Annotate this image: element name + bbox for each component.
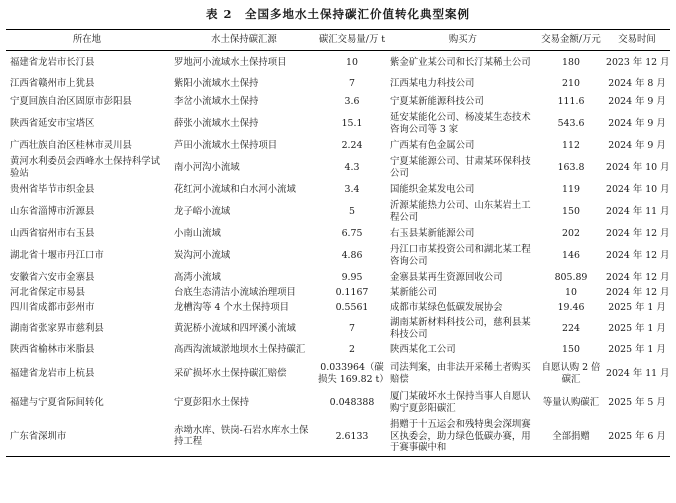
table-row [6, 269, 670, 287]
cell-location: 河北省保定市易县 [10, 286, 86, 298]
cell-source: 芦田小流域水土保持项目 [174, 139, 278, 151]
table-row [6, 111, 670, 137]
cell-buyer: 湖南某新材料科技公司，慈利县某科技公司 [390, 317, 531, 340]
table-row [6, 299, 670, 317]
cell-volume: 0.5561 [335, 301, 369, 313]
cell-amount: 163.8 [557, 161, 585, 173]
cell-volume: 2.6133 [316, 417, 388, 457]
cell-amount: 150 [562, 343, 580, 355]
cell-buyer: 延安某能化公司、杨凌某生态技术咨询公司等 3 家 [390, 112, 531, 135]
cell-amount: 224 [562, 322, 580, 334]
cell-volume: 4.3 [344, 161, 360, 173]
cell-amount: 210 [562, 77, 580, 89]
cell-source: 花红河小流域和白水河小流域 [174, 183, 296, 195]
cell-amount: 150 [562, 205, 580, 217]
cell-amount: 805.89 [554, 271, 588, 283]
cell-location: 贵州省毕节市织金县 [10, 183, 95, 195]
cell-location: 湖北省十堰市丹江口市 [10, 249, 104, 261]
cell-source: 赤坳水库、铁岗-石岩水库水土保持工程 [166, 417, 316, 457]
cell-source: 南小河沟小流域 [174, 161, 240, 173]
cell-time: 2024 年 12 月 [606, 227, 670, 239]
cell-time: 2024 年 9 月 [608, 95, 666, 107]
cell-volume: 2 [349, 343, 355, 355]
table-row [6, 155, 670, 181]
header-time: 交易时间 [604, 30, 670, 51]
cell-volume: 5 [349, 205, 355, 217]
table-row [6, 93, 670, 111]
cell-time: 2024 年 9 月 [608, 139, 666, 151]
cell-time: 2025 年 5 月 [608, 396, 666, 408]
cell-source: 宁夏彭阳水土保持 [174, 396, 250, 408]
header-location: 所在地 [6, 30, 166, 51]
cell-time: 2024 年 10 月 [606, 183, 670, 195]
cell-source: 龙子峪小流域 [174, 205, 231, 217]
cell-volume: 0.048388 [329, 396, 375, 408]
cell-source: 黄泥桥小流域和四坪溪小流域 [174, 322, 296, 334]
cell-buyer: 宁夏某新能源科技公司 [390, 95, 484, 107]
cell-location: 福建省龙岩市上杭县 [10, 367, 95, 379]
table-title: 表 2 全国多地水土保持碳汇价值转化典型案例 [205, 7, 470, 21]
cell-location: 黄河水利委员会西峰水土保持科学试验站 [10, 156, 161, 179]
cell-time: 2024 年 12 月 [606, 249, 670, 261]
cell-time: 2024 年 12 月 [606, 271, 670, 283]
cell-buyer: 成都市某绿色低碳发展协会 [390, 301, 503, 313]
table-row [6, 137, 670, 155]
cell-time: 2023 年 12 月 [606, 57, 670, 68]
cell-buyer: 丹江口市某投资公司和湖北某工程咨询公司 [390, 244, 531, 267]
cell-source: 高湾小流域 [174, 271, 221, 283]
cell-time: 2025 年 6 月 [604, 417, 670, 457]
cell-location: 福建与宁夏省际间转化 [10, 396, 104, 408]
header-row [6, 30, 670, 51]
cell-volume: 7 [349, 77, 355, 89]
cell-time: 2024 年 11 月 [606, 205, 670, 217]
cell-source: 李岔小流域水土保持 [174, 95, 259, 107]
cell-volume: 9.95 [341, 271, 363, 283]
header-amount: 交易金额/万元 [538, 30, 604, 51]
cell-location: 山西省宿州市右玉县 [10, 227, 95, 239]
cell-amount: 111.6 [557, 95, 585, 107]
cell-buyer: 沂源某能热力公司、山东某岩土工程公司 [390, 200, 531, 223]
header-source: 水土保持碳汇源 [166, 30, 316, 51]
cell-time: 2024 年 12 月 [606, 286, 670, 298]
cell-amount: 146 [562, 249, 580, 261]
cell-time: 2024 年 9 月 [608, 117, 666, 129]
cell-source: 紫阳小流域水土保持 [174, 77, 259, 89]
cell-volume: 15.1 [341, 117, 363, 129]
cell-location: 四川省成都市彭州市 [10, 301, 95, 313]
cell-buyer: 陕西某化工公司 [390, 343, 456, 355]
cell-location: 广东省深圳市 [6, 417, 166, 457]
cell-time: 2024 年 11 月 [606, 367, 670, 379]
cell-location: 江西省赣州市上犹县 [10, 77, 95, 89]
cell-amount: 19.46 [557, 301, 585, 313]
cell-time: 2025 年 1 月 [608, 301, 666, 313]
cell-buyer: 厦门某破坏水土保持当事人自愿认购宁夏彭阳碳汇 [390, 391, 531, 414]
cell-location: 陕西省延安市宝塔区 [10, 117, 95, 129]
cell-volume: 3.6 [344, 95, 360, 107]
cell-source: 小南山流域 [174, 227, 221, 239]
header-buyer: 购买方 [388, 30, 538, 51]
cell-source: 薛张小流域水土保持 [174, 117, 259, 129]
cell-buyer: 紫金矿业某公司和长汀某稀土公司 [390, 57, 531, 68]
cell-location: 陕西省榆林市米脂县 [10, 343, 95, 355]
case-table [6, 29, 670, 457]
cell-volume: 7 [349, 322, 355, 334]
cell-location: 山东省淄博市沂源县 [10, 205, 95, 217]
cell-buyer: 江西某电力科技公司 [390, 77, 475, 89]
cell-volume: 10 [346, 57, 358, 68]
cell-volume: 4.86 [341, 249, 363, 261]
cell-amount: 119 [562, 183, 580, 195]
table-row [6, 181, 670, 199]
cell-time: 2025 年 1 月 [608, 343, 666, 355]
cell-time: 2024 年 10 月 [606, 161, 670, 173]
table-row [6, 359, 670, 389]
cell-buyer: 广西某有色金属公司 [390, 139, 475, 151]
table-row [6, 199, 670, 225]
table-row [6, 417, 670, 457]
table-row [6, 243, 670, 269]
cell-source: 龙槽沟等 4 个水土保持项目 [174, 301, 290, 313]
cell-source: 台底生态清洁小流域治理项目 [174, 286, 296, 298]
table-row [6, 225, 670, 243]
table-row [6, 341, 670, 359]
cell-location: 福建省龙岩市长汀县 [10, 57, 95, 68]
table-row [6, 51, 670, 75]
cell-source: 高西沟流域淤地坝水土保持碳汇 [174, 343, 306, 355]
cell-amount: 112 [562, 139, 580, 151]
cell-buyer: 宁夏某能源公司、甘肃某环保科技公司 [390, 156, 531, 179]
cell-location: 安徽省六安市金寨县 [10, 271, 95, 283]
table-row [6, 75, 670, 93]
table-row [6, 317, 670, 341]
cell-amount: 180 [562, 57, 580, 68]
cell-buyer: 捐赠于十五运会和残特奥会深圳赛区执委会，助力绿色低碳办赛，用于赛事碳中和 [388, 417, 538, 457]
cell-amount: 自愿认购 2 倍碳汇 [541, 362, 601, 385]
table-row [6, 389, 670, 417]
cell-buyer: 国能织金某发电公司 [390, 183, 475, 195]
cell-buyer: 右玉县某新能源公司 [390, 227, 475, 239]
cell-volume: 3.4 [344, 183, 360, 195]
cell-volume: 6.75 [341, 227, 363, 239]
cell-amount: 202 [562, 227, 580, 239]
cell-buyer: 某新能公司 [390, 286, 437, 298]
cell-volume: 2.24 [341, 139, 363, 151]
cell-volume: 0.033964（碳损失 169.82 t） [318, 362, 389, 385]
cell-buyer: 司法判案，由非法开采稀土者购买赔偿 [390, 362, 531, 385]
cell-source: 采矿损坏水土保持碳汇赔偿 [174, 367, 287, 379]
cell-amount: 10 [565, 286, 577, 298]
cell-location: 广西壮族自治区桂林市灵川县 [10, 139, 132, 151]
cell-volume: 0.1167 [335, 286, 369, 298]
cell-time: 2024 年 8 月 [608, 77, 666, 89]
table-row [6, 287, 670, 299]
cell-amount: 等量认购碳汇 [542, 396, 600, 408]
cell-location: 湖南省张家界市慈利县 [10, 322, 104, 334]
cell-location: 宁夏回族自治区固原市彭阳县 [10, 95, 132, 107]
cell-buyer: 金寨县某再生资源回收公司 [390, 271, 503, 283]
cell-amount: 全部捐赠 [538, 417, 604, 457]
cell-source: 罗地河小流域水土保持项目 [174, 57, 287, 68]
cell-time: 2025 年 1 月 [608, 322, 666, 334]
cell-source: 炭沟河小流域 [174, 249, 231, 261]
header-volume: 碳汇交易量/万 t [316, 30, 388, 51]
cell-amount: 543.6 [557, 117, 585, 129]
